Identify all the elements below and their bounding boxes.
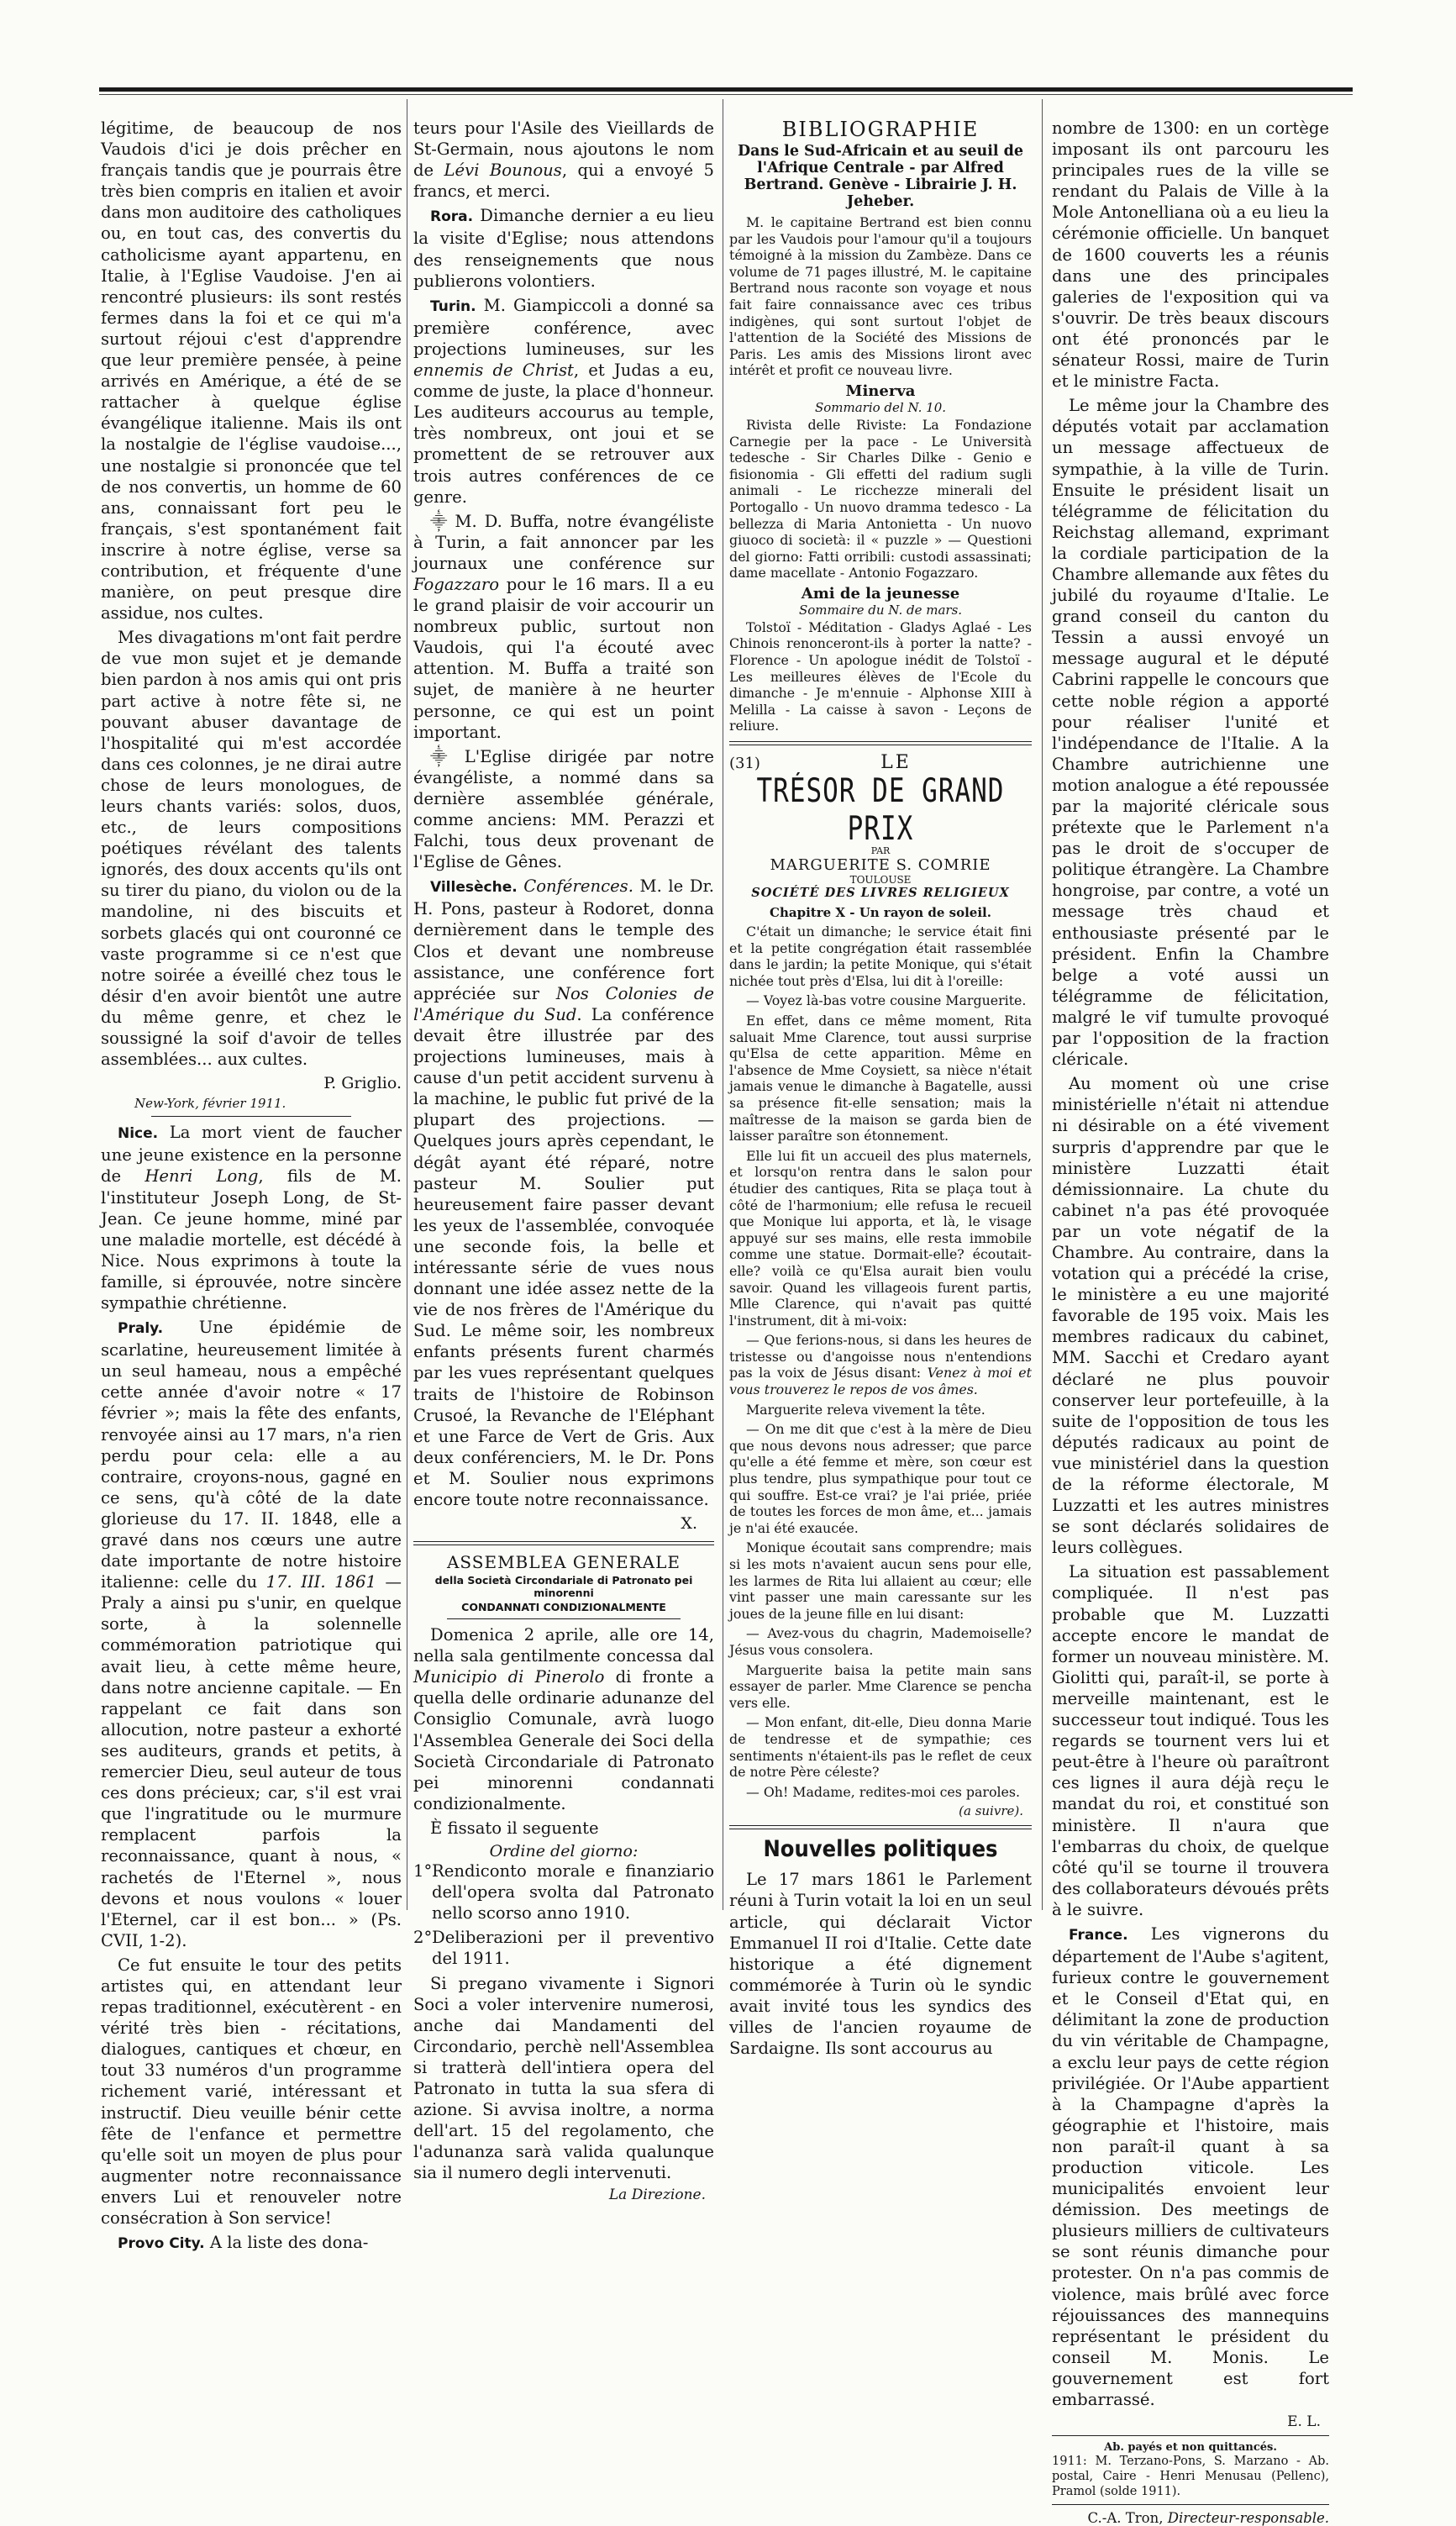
paragraph: La situation est passablement compliquée. Il n'est pas probable que M. Luzzatti accepte encore le mandat de former un nouveau ministère. M. Giolitti qui, paraît-il, se porte à merveille maintenant, est le successeur tout indiqué. Tous les regards se tournent vers lui et peut-être à l'heure où paraîtront ces lignes il aura déjà reçu le mandat du roi, et constitué son ministère. Il n'aura que l'embarras du choix, de quelque côté qu'il se tourne il trouvera des collaborateurs dévoués prêts à le suivre.: [1052, 1562, 1329, 1919]
paragraph: ⸎ M. D. Buffa, notre évangéliste à Turin, a fait annoncer par les journaux une conférence sur Fogazzaro pour le 16 mars. Il a eu le grand plaisir de voir accourir un nombreux public, surtout non Vaudois, qui l'a écouté avec attention. M. Buffa a traité son sujet, de manière à ne heurter personne, ce qui est un point important.: [413, 511, 714, 742]
section-title: BIBLIOGRAPHIE: [781, 118, 980, 141]
paragraph: Domenica 2 aprile, alle ore 14, nella sala gentilmente concessa dal Municipio di Pinerolo di fronte a quella delle ordinarie adunanze del Consiglio Comunale, avrà luogo l'Assemblea Generale dei Soci della Società Circondariale di Patronato pei minorenni condannati condizionalmente.: [413, 1625, 714, 1813]
divider: [729, 741, 1032, 745]
serial-title: TRÉSOR DE GRAND PRIX: [756, 772, 1005, 849]
chapter-title: Chapitre X - Un rayon de soleil.: [770, 905, 991, 921]
serial-publisher: SOCIÉTÉ DES LIVRES RELIGIEUX: [751, 886, 1010, 901]
serial-by: PAR: [870, 845, 891, 857]
paragraph: Le 17 mars 1861 le Parlement réuni à Turin votait la loi en un seul article, qui déclarait Victor Emmanuel II roi d'Italie. Cette date historique a été dignement commémorée à Turin où le syndic avait invité tous les syndics des villes de l'ancien royaume de Sardaigne. Ils sont accourus au: [729, 1870, 1032, 2059]
book-title: Dans le Sud-Africain et au seuil de l'Afrique Centrale - par Alfred Bertrand. Genève - Librairie J. H. Jeheber.: [738, 143, 1023, 210]
subscriptions-heading: Ab. payés et non quittancés.: [1104, 2441, 1277, 2455]
news-item-rora: Rora. Dimanche dernier a eu lieu la visite d'Eglise; nous attendons des renseignements que nous publierons volontiers.: [413, 206, 714, 291]
signature-line: [101, 1073, 402, 1094]
assembly-subtitle: della Società Circondariale di Patronato pei minorenni: [434, 1574, 693, 1600]
place-name: Praly.: [118, 1320, 164, 1338]
ornament-icon: ⸎: [430, 746, 465, 766]
paragraph: — Voyez là-bas votre cousine Marguerite.: [746, 992, 1027, 1009]
signature: La Direzione.: [608, 2187, 706, 2204]
column-3: [729, 118, 1032, 2062]
column-4: [1052, 118, 1329, 2526]
paragraph: — Mon enfant, dit-elle, Dieu donna Marie de tendresse et de sympathie; ces sentiments n'étaient-ils pas le reflet de ceux de notre Père céleste?: [729, 1714, 1032, 1781]
divider: [413, 1541, 714, 1545]
paragraph: Mes divagations m'ont fait perdre de vue mon sujet et je demande bien pardon à nos amis qui ont pris part active à notre fête si, ne pouvant abuser davantage de l'hospitalité qui m'est accordée dans ces colonnes, je ne dirai autre chose de leurs monologues, de leurs chants variés: solos, duos, etc., de leurs compositions poétiques révélant des talents ignorés, des doux accents qu'ils ont su tirer du piano, du violon ou de la mandoline, ni des biscuits et sorbets glacés qui ont couronné ce vaste programme si ce n'est que notre soirée a éveillé chez tous le désir d'en avoir bientôt une autre du même genre, et chez le soussigné la soif d'avoir de telles assemblées... aux cultes.: [101, 628, 402, 1070]
to-be-continued: (a suivre).: [959, 1803, 1023, 1819]
signature-line: [413, 1513, 714, 1534]
column-1: [101, 118, 402, 2258]
review-title: Ami de la jeunesse: [801, 584, 960, 603]
column-2: [413, 118, 714, 2203]
news-item-villeseche: Villesèche. Conférences. M. le Dr. H. Pons, pasteur à Rodoret, donna dernièrement dans le temple des Clos et devant une nombreuse assistance, une conférence fort appréciée sur Nos Colonies de l'Amérique du Sud. La conférence devait être illustrée par des projections lumineuses, mais à cause d'un petit accident survenu à la machine, le public fut privé de la plupart des projections. — Quelques jours après cependant, le dégât ayant été réparé, notre pasteur M. Soulier put heureusement faire passer devant les yeux de l'assemblée, convoquée une seconde fois, la belle et intéressante série de vues nous donnant une idée assez nette de la vie de nos frères de l'Amérique du Sud. Le même soir, les nombreux enfants présents furent charmés par les vues représentant quelques traits de l'histoire de Robinson Crusoé, la Revanche de l'Eléphant et une Farce de Vert de Gris. Aux deux conférenciers, M. le Dr. Pons et M. Soulier nous exprimons encore toute notre reconnaissance.: [413, 876, 714, 1509]
serial-number: (31): [729, 755, 760, 773]
paragraph: Au moment où une crise ministérielle n'était ni attendue ni désirable on a été vivement surpris d'apprendre par que le ministère Luzzatti était démissionnaire. La chute du cabinet n'a pas été provoquée par un vote négatif de la Chambre. Au contraire, dans la votation qui a précédé la crise, le ministère a eu une majorité favorable de 195 voix. Mais les membres radicaux du cabinet, MM. Sacchi et Credaro ayant déclaré ne plus pouvoir conserver leur portefeuille, à la suite de l'opposition de tous les députés radicaux au point de vue ministériel dans la question de la réforme électorale, M Luzzatti et les autres ministres se sont déclarés solidaires de leurs collègues.: [1052, 1074, 1329, 1558]
assembly-title: ASSEMBLEA GENERALE: [446, 1552, 681, 1573]
news-item-provo: Provo City. A la liste des dona-: [118, 2233, 369, 2253]
dateline: New-York, février 1911.: [134, 1096, 286, 1112]
section-title: Nouvelles politiques: [763, 1836, 998, 1863]
paragraph: Ce fut ensuite le tour des petits artistes qui, en attendant leur repas traditionnel, exécutèrent - en vérité très bien - récitations, dialogues, cantiques et chœur, en tout 33 numéros d'un programme richement varié, intéressant et instructif. Dieu veuille bénir cette fête de l'enfance et permettre qu'elle soit un moyen de plus pour augmenter notre reconnaissance envers Lui et renouveler notre consécration à Son service!: [101, 1955, 402, 2228]
paragraph: — Avez-vous du chagrin, Mademoiselle? Jésus vous consolera.: [729, 1625, 1032, 1658]
news-item-france: France. Les vignerons du département de l'Aube s'agitent, furieux contre le gouvernement et le Conseil d'Etat qui, en délimitant la zone de production du vin véritable de Champagne, a exclu leur pays de cette région privilégiée. Or l'Aube appartient à la Champagne d'après la géographie et l'histoire, mais non paraît-il quant à sa production viticole. Les municipalités envoient leur démission. Des meetings de plusieurs milliers de cultivateurs se sont réunis dimanche pour protester. On n'a pas commis de violence, mais brûlé avec force réjouissances des mannequins représentant le président du conseil M. Monis. Le gouvernement est fort embarrassé.: [1052, 1923, 1329, 2410]
paragraph: légitime, de beaucoup de nos Vaudois d'ici je dois prêcher en français tandis que je pourrais être très bien compris en italien et avoir dans mon auditoire des catholiques ou, en tout cas, des convertis du catholicisme ayant appartenu, en Italie, à l'Eglise Vaudoise. J'en ai rencontré plusieurs: ils sont restés fermes dans la foi et ce qui m'a surtout réjoui c'est d'apprendre que leur première pensée, à peine arrivés en Amérique, a été de se rattacher à quelque église évangélique italienne. Mais ils ont la nostalgie de l'église vaudoise..., une nostalgie si prononcée que tel de nos convertis, un homme de 60 ans, connaissant fort peu le français, s'est spontanément fait inscrire à notre église, verse sa contribution, et fréquente d'une manière, on peut presque dire assidue, nos cultes.: [101, 118, 402, 624]
paragraph: Le même jour la Chambre des députés votait par acclamation un message affectueux de sympathie, à la ville de Turin. Ensuite le président lisait un télégramme de félicitation du Reichstag allemand, exprimant la cordiale participation de la Chambre allemande aux fêtes du jubilé du royaume d'Italie. Le grand conseil du canton du Tessin a aussi envoyé un message augural et le député Cabrini rappelle le concours que cette noble région a apporté pour réaliser l'unité et l'indépendance de l'Italie. A la Chambre autrichienne une motion analogue a été repoussée par la majorité cléricale sous prétexte que le Parlement n'a pas le droit de s'occuper de politique étrangère. La Chambre hongroise, par contre, a voté un message très chaud et enthousiaste présenté par le président. Enfin la Chambre belge a voté aussi un télégramme de félicitation, malgré le vif tumulte provoqué par l'opposition de la fraction cléricale.: [1052, 396, 1329, 1070]
agenda-heading: Ordine del giorno:: [489, 1842, 639, 1861]
paragraph: Rivista delle Riviste: La Fondazione Carnegie per la pace - Le Università tedesche - Sir Charles Dilke - Genio e fisionomia - Gli effetti del radium sugli animali - Le ricchezze minerali del Portogallo - Un nuovo dramma tedesco - La bellezza di Maria Antonietta - Un nuovo giuoco di società: il « puzzle » — Questioni del giorno: Fatti orribili: custodi assassinati; dame macellate - Antonio Fogazzaro.: [729, 416, 1032, 582]
signature: E. L.: [1287, 2413, 1321, 2431]
review-subtitle: Sommario del N. 10.: [814, 399, 947, 415]
ornament-icon: ⸎: [430, 511, 455, 531]
subscriptions-list: 1911: M. Terzano-Pons, S. Marzano - Ab. postal, Caire - Henri Menusau (Pellenc), Pramol (solde 1911).: [1052, 2455, 1329, 2499]
paragraph: Si pregano vivamente i Signori Soci a voler intervenire numerosi, anche dai Mandamenti del Circondario, perchè nell'Assemblea si tratterà dell'intiera opera del Patronato in tutta la sua sfera di azione. Si avvisa inoltre, a norma dell'art. 15 del regolamento, che l'adunanza sarà valida qualunque sia il numero degli intervenuti.: [413, 1973, 714, 2183]
top-rule: [99, 87, 1353, 92]
paragraph: Tolstoï - Méditation - Gladys Aglaé - Les Chinois renonceront-ils à porter la natte? - Florence - Un apologue inédit de Tolstoï - Les meilleures élèves de l'Ecole du dimanche - Je m'ennuie - Alphonse XIII à Melilla - La caisse à savon - Leçons de reliure.: [729, 618, 1032, 734]
paragraph: teurs pour l'Asile des Vieillards de St-Germain, nous ajoutons le nom de Lévi Bounous, qui a envoyé 5 francs, et merci.: [413, 118, 714, 202]
paragraph: — Oh! Madame, redites-moi ces paroles.: [746, 1783, 1021, 1800]
place-name: Nice.: [118, 1125, 159, 1143]
column-divider: [1042, 99, 1043, 1910]
divider: [1052, 2504, 1329, 2505]
top-rule-thin: [99, 94, 1353, 95]
paragraph: C'était un dimanche; le service était fini et la petite congrégation était rassemblée dans le jardin; la petite Monique, qui s'était nichée tout près d'Elsa, lui dit à l'oreille:: [729, 924, 1032, 989]
serial-story: [729, 752, 1032, 1818]
divider: [151, 1116, 351, 1117]
serial-author: MARGUERITE S. COMRIE: [770, 856, 991, 875]
paragraph: ⸎ L'Eglise dirigée par notre évangéliste, a nommé dans sa dernière assemblée générale, comme anciens: MM. Perazzi et Falchi, tous deux provenant de l'Eglise de Gênes.: [413, 746, 714, 872]
director-line: C.-A. Tron, Directeur-responsable.: [1087, 2510, 1329, 2526]
divider: [729, 1825, 1032, 1829]
paragraph: È fissato il seguente: [430, 1818, 599, 1838]
signature: X.: [681, 1514, 697, 1534]
news-item-nice: Nice. La mort vient de faucher une jeune existence en la personne de Henri Long, fils de M. l'instituteur Joseph Long, de St-Jean. Ce jeune homme, miné par une maladie mortelle, est décédé à Nice. Nous exprimons à toute la famille, si éprouvée, notre sincère sympathie chrétienne.: [101, 1123, 402, 1313]
paragraph: — On me dit que c'est à la mère de Dieu que nous devons nous adresser; que parce qu'elle a été femme et mère, son cœur est plus tendre, plus sympathique pour tout ce qui souffre. Est-ce vrai? je l'ai priée, priée de toutes les forces de mon âme, et... jamais je n'ai été exaucée.: [729, 1421, 1032, 1536]
divider: [447, 1618, 681, 1619]
list-item: 1°Rendiconto morale e finanziario dell'opera svolta dal Patronato nello scorso anno 1910.: [413, 1861, 714, 1923]
assembly-subtitle: CONDANNATI CONDIZIONALMENTE: [461, 1601, 666, 1614]
news-item-praly: Praly. Une épidémie de scarlatine, heureusement limitée à un seul hameau, nous a empêché cette année d'avoir notre « 17 février »; mais la fête des enfants, renvoyée ainsi au 17 mars, n'a rien perdu pour cela: elle a au contraire, croyons-nous, gagné en ce sens, qu'à côté de la date glorieuse du 17. II. 1848, elle a gravé dans nos cœurs une autre date importante de notre histoire italienne: celle du 17. III. 1861 — Praly a ainsi pu s'unir, en quelque sorte, à la solennelle commémoration patriotique qui avait lieu, à cette même heure, dans notre ancienne capitale. — En rappelant ce fait dans son allocution, notre pasteur a exhorté ses auditeurs, grands et petits, à remercier Dieu, seul auteur de tous ces dons précieux; car, s'il est vrai que l'ingratitude ou le murmure remplacent parfois la reconnaissance, quant à nous, « rachetés de l'Eternel », nous devons et nous voulons « louer l'Eternel, car il est bon... » (Ps. CVII, 1-2).: [101, 1318, 402, 1950]
paragraph: Elle lui fit un accueil des plus maternels, et lorsqu'on rentra dans le salon pour étudier des cantiques, Rita se plaça tout à côté de l'harmonium; elle refusa le recueil que Monique lui apporta, et là, le visage appuyé sur ses mains, elle resta immobile comme une statue. Dormait-elle? écoutait-elle? voilà ce qu'Elsa aurait bien voulu savoir. Quand les villageois furent partis, Mlle Clarence, qui n'avait pas quitté l'instrument, dit à mi-voix:: [729, 1147, 1032, 1329]
paragraph: M. le capitaine Bertrand est bien connu par les Vaudois pour l'amour qu'il a toujours témoigné à la mission du Zambèze. Dans ce volume de 71 pages illustré, M. le capitaine Bertrand nous raconte son voyage et nous fait faire connaissance avec ces tribus indigènes, qui sont surtout l'objet de l'attention de la Société des Missions de Paris. Les amis des Missions liront avec intérêt et profit ce nouveau livre.: [729, 214, 1032, 379]
agenda-list: [413, 1860, 714, 1969]
serial-article: LE: [880, 752, 912, 774]
serial-city: TOULOUSE: [849, 874, 912, 887]
paragraph: En effet, dans ce même moment, Rita saluait Mme Clarence, tout aussi surprise qu'Elsa de cette apparition. Même en l'absence de Mme Coysiett, sa nièce n'était jamais venue le dimanche à Bagatelle, aussi sa présence fit-elle sensation; mais la maîtresse de la maison se garda bien de laisser paraître son étonnement.: [729, 1013, 1032, 1145]
review-subtitle: Sommaire du N. de mars.: [798, 602, 963, 618]
list-item: 2°Deliberazioni per il preventivo del 1911.: [413, 1928, 714, 1969]
paragraph: Marguerite baisa la petite main sans essayer de parler. Mme Clarence se pencha vers elle.: [729, 1661, 1032, 1711]
place-name: Provo City.: [118, 2235, 205, 2253]
news-item-turin: Turin. M. Giampiccoli a donné sa première conférence, avec projections lumineuses, sur les ennemis de Christ, et Judas a eu, comme de juste, la place d'honneur. Les auditeurs accourus au temple, très nombreux, ont joui et se promettent de se retrouver aux trois autres conférences de ce genre.: [413, 295, 714, 507]
signature: P. Griglio.: [323, 1074, 402, 1093]
paragraph: nombre de 1300: en un cortège imposant ils ont parcouru les principales rues de la ville se rendant du Palais de Ville à la Mole Antonelliana où a eu lieu la cérémonie officielle. Un banquet de 1600 couverts les a réunis dans une des principales galeries de l'exposition qui va s'ouvrir. De très beaux discours ont été prononcés par le sénateur Rossi, maire de Turin et le ministre Facta.: [1052, 118, 1329, 392]
paragraph: — Que ferions-nous, si dans les heures de tristesse ou d'angoisse nous n'entendions pas la voix de Jésus disant: Venez à moi et vous trouverez le repos de vos âmes.: [729, 1332, 1033, 1398]
paragraph: Monique écoutait sans comprendre; mais si les mots n'avaient aucun sens pour elle, les larmes de Rita lui allaient au cœur; elle vint passer une main caressante sur les joues de la jeune fille en lui disant:: [729, 1539, 1032, 1622]
paragraph: Marguerite releva vivement la tête.: [746, 1401, 986, 1418]
divider: [1052, 2435, 1329, 2436]
review-title: Minerva: [845, 382, 916, 400]
